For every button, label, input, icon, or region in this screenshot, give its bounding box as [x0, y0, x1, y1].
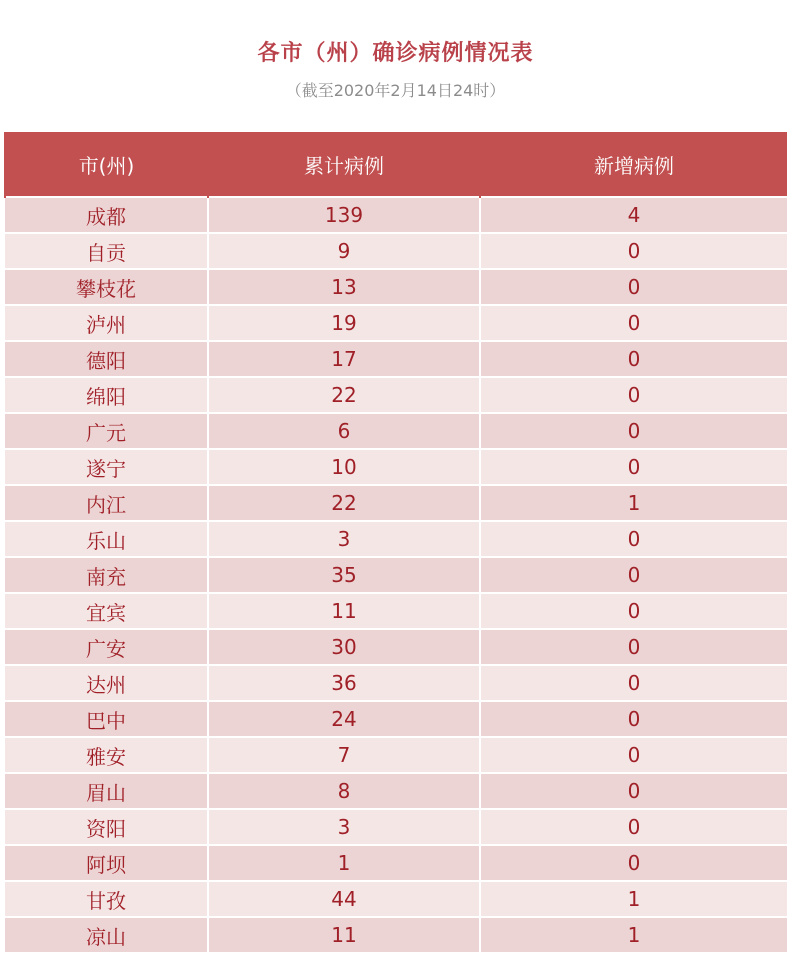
new-cases-cell: 0 — [480, 665, 787, 701]
table-row — [5, 629, 787, 665]
new-cases-cell: 0 — [480, 701, 787, 737]
city-cell: 达州 — [5, 665, 208, 701]
city-cell: 攀枝花 — [5, 269, 208, 305]
table-row — [5, 233, 787, 269]
table-row — [5, 737, 787, 773]
city-cell: 绵阳 — [5, 377, 208, 413]
table-row — [5, 665, 787, 701]
new-cases-cell: 0 — [480, 413, 787, 449]
new-cases-cell: 0 — [480, 593, 787, 629]
new-cases-cell: 0 — [480, 845, 787, 881]
city-cell: 宜宾 — [5, 593, 208, 629]
table-header — [5, 132, 787, 197]
total-cases-cell: 10 — [208, 449, 480, 485]
city-cell: 阿坝 — [5, 845, 208, 881]
table-header-row — [5, 132, 787, 197]
city-cell: 南充 — [5, 557, 208, 593]
city-cell: 广元 — [5, 413, 208, 449]
city-cell: 泸州 — [5, 305, 208, 341]
table-row — [5, 809, 787, 845]
total-cases-cell: 44 — [208, 881, 480, 917]
table-row — [5, 773, 787, 809]
total-cases-cell: 8 — [208, 773, 480, 809]
header-city: 市(州) — [5, 132, 208, 197]
city-cell: 自贡 — [5, 233, 208, 269]
new-cases-cell: 0 — [480, 557, 787, 593]
city-cell: 遂宁 — [5, 449, 208, 485]
new-cases-cell: 0 — [480, 809, 787, 845]
page-title: 各市（州）确诊病例情况表 — [257, 41, 534, 66]
table-row — [5, 197, 787, 233]
new-cases-cell: 0 — [480, 305, 787, 341]
table-row — [5, 341, 787, 377]
total-cases-cell: 1 — [208, 845, 480, 881]
table-body — [5, 197, 787, 952]
cases-table — [4, 132, 787, 952]
city-cell: 凉山 — [5, 917, 208, 952]
table-row — [5, 557, 787, 593]
city-cell: 内江 — [5, 485, 208, 521]
city-cell: 德阳 — [5, 341, 208, 377]
total-cases-cell: 3 — [208, 521, 480, 557]
city-cell: 甘孜 — [5, 881, 208, 917]
new-cases-cell: 0 — [480, 269, 787, 305]
total-cases-cell: 11 — [208, 593, 480, 629]
total-cases-cell: 139 — [208, 197, 480, 233]
header-new: 新增病例 — [480, 132, 787, 197]
table-row — [5, 521, 787, 557]
table-row — [5, 377, 787, 413]
table-row — [5, 881, 787, 917]
new-cases-cell: 0 — [480, 629, 787, 665]
new-cases-cell: 0 — [480, 773, 787, 809]
table-row — [5, 701, 787, 737]
table-row — [5, 305, 787, 341]
table-row — [5, 269, 787, 305]
total-cases-cell: 22 — [208, 377, 480, 413]
new-cases-cell: 0 — [480, 449, 787, 485]
new-cases-cell: 1 — [480, 917, 787, 952]
new-cases-cell: 1 — [480, 485, 787, 521]
total-cases-cell: 6 — [208, 413, 480, 449]
total-cases-cell: 3 — [208, 809, 480, 845]
total-cases-cell: 30 — [208, 629, 480, 665]
total-cases-cell: 13 — [208, 269, 480, 305]
city-cell: 雅安 — [5, 737, 208, 773]
new-cases-cell: 0 — [480, 341, 787, 377]
new-cases-cell: 0 — [480, 737, 787, 773]
total-cases-cell: 24 — [208, 701, 480, 737]
total-cases-cell: 19 — [208, 305, 480, 341]
total-cases-cell: 7 — [208, 737, 480, 773]
table-row — [5, 449, 787, 485]
city-cell: 巴中 — [5, 701, 208, 737]
new-cases-cell: 0 — [480, 521, 787, 557]
new-cases-cell: 4 — [480, 197, 787, 233]
city-cell: 眉山 — [5, 773, 208, 809]
city-cell: 广安 — [5, 629, 208, 665]
table-row — [5, 845, 787, 881]
total-cases-cell: 35 — [208, 557, 480, 593]
new-cases-cell: 1 — [480, 881, 787, 917]
total-cases-cell: 9 — [208, 233, 480, 269]
new-cases-cell: 0 — [480, 377, 787, 413]
total-cases-cell: 17 — [208, 341, 480, 377]
table-row — [5, 485, 787, 521]
city-cell: 资阳 — [5, 809, 208, 845]
table-row — [5, 593, 787, 629]
total-cases-cell: 11 — [208, 917, 480, 952]
new-cases-cell: 0 — [480, 233, 787, 269]
total-cases-cell: 36 — [208, 665, 480, 701]
header-total: 累计病例 — [208, 132, 480, 197]
total-cases-cell: 22 — [208, 485, 480, 521]
city-cell: 乐山 — [5, 521, 208, 557]
table-row — [5, 917, 787, 952]
page-subtitle: （截至2020年2月14日24时） — [285, 81, 506, 100]
table-row — [5, 413, 787, 449]
city-cell: 成都 — [5, 197, 208, 233]
